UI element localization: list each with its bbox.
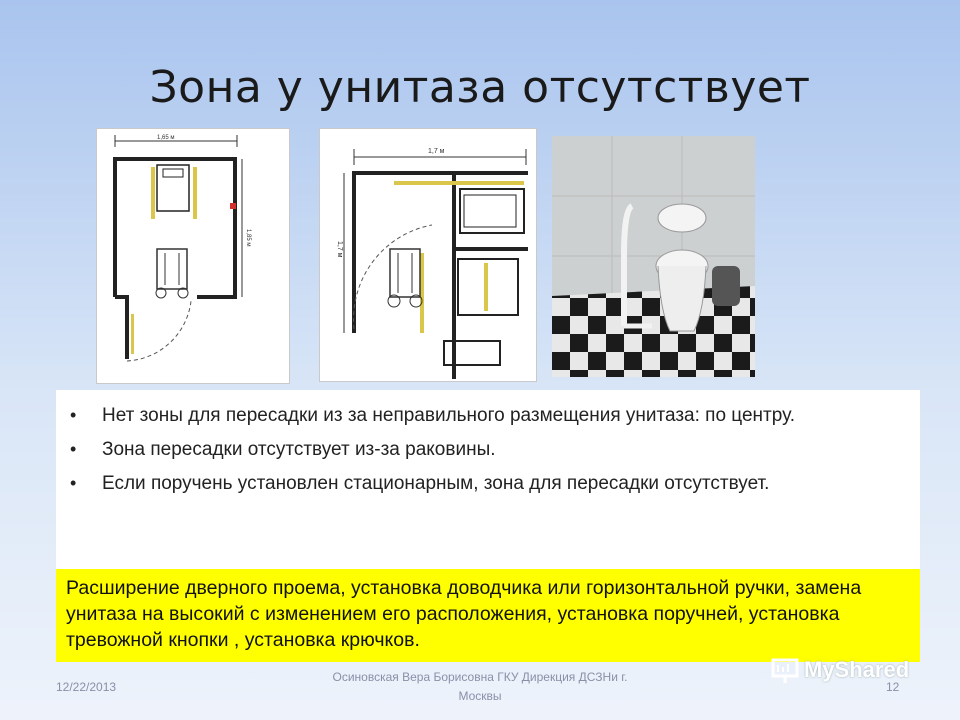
floor-plan-2 <box>319 128 537 382</box>
watermark-text: MyShared <box>804 657 910 682</box>
toilet-photo <box>552 136 755 377</box>
bullet-list <box>56 390 920 570</box>
plan2-width-label: 1,7 м <box>428 148 445 155</box>
plan2-height-label: 1,7 м <box>336 241 343 258</box>
slide-title: Зона у унитаза отсутствует <box>149 62 811 113</box>
floor-plan-1 <box>96 128 290 384</box>
page-number: 12 <box>886 680 900 694</box>
presentation-board-icon <box>770 655 800 685</box>
wheelchair-icon <box>156 249 188 298</box>
footer-date: 12/22/2013 <box>56 680 117 694</box>
wheelchair-icon <box>388 249 422 307</box>
plan1-width-label: 1,65 м <box>157 135 175 141</box>
footer-author: Осиновская Вера Борисовна ГКУ Дирекция ДСЗНи г. Москвы <box>332 670 628 703</box>
bullet-item: • Зона пересадки отсутствует из-за раковины. <box>102 436 900 463</box>
plan1-height-label: 1,85 м <box>245 229 251 247</box>
bullet-item: • Нет зоны для пересадки из за неправильного размещения унитаза: по центру. <box>102 402 900 429</box>
bullet-item: • Если поручень установлен стационарным, зона для пересадки отсутствует. <box>102 470 900 497</box>
recommendation-box: Расширение дверного проема, установка доводчика или горизонтальной ручки, замена унитаза на высокий с изменением его расположения, установка поручней, установка тревожной кнопки , установка крючков. <box>56 569 920 662</box>
